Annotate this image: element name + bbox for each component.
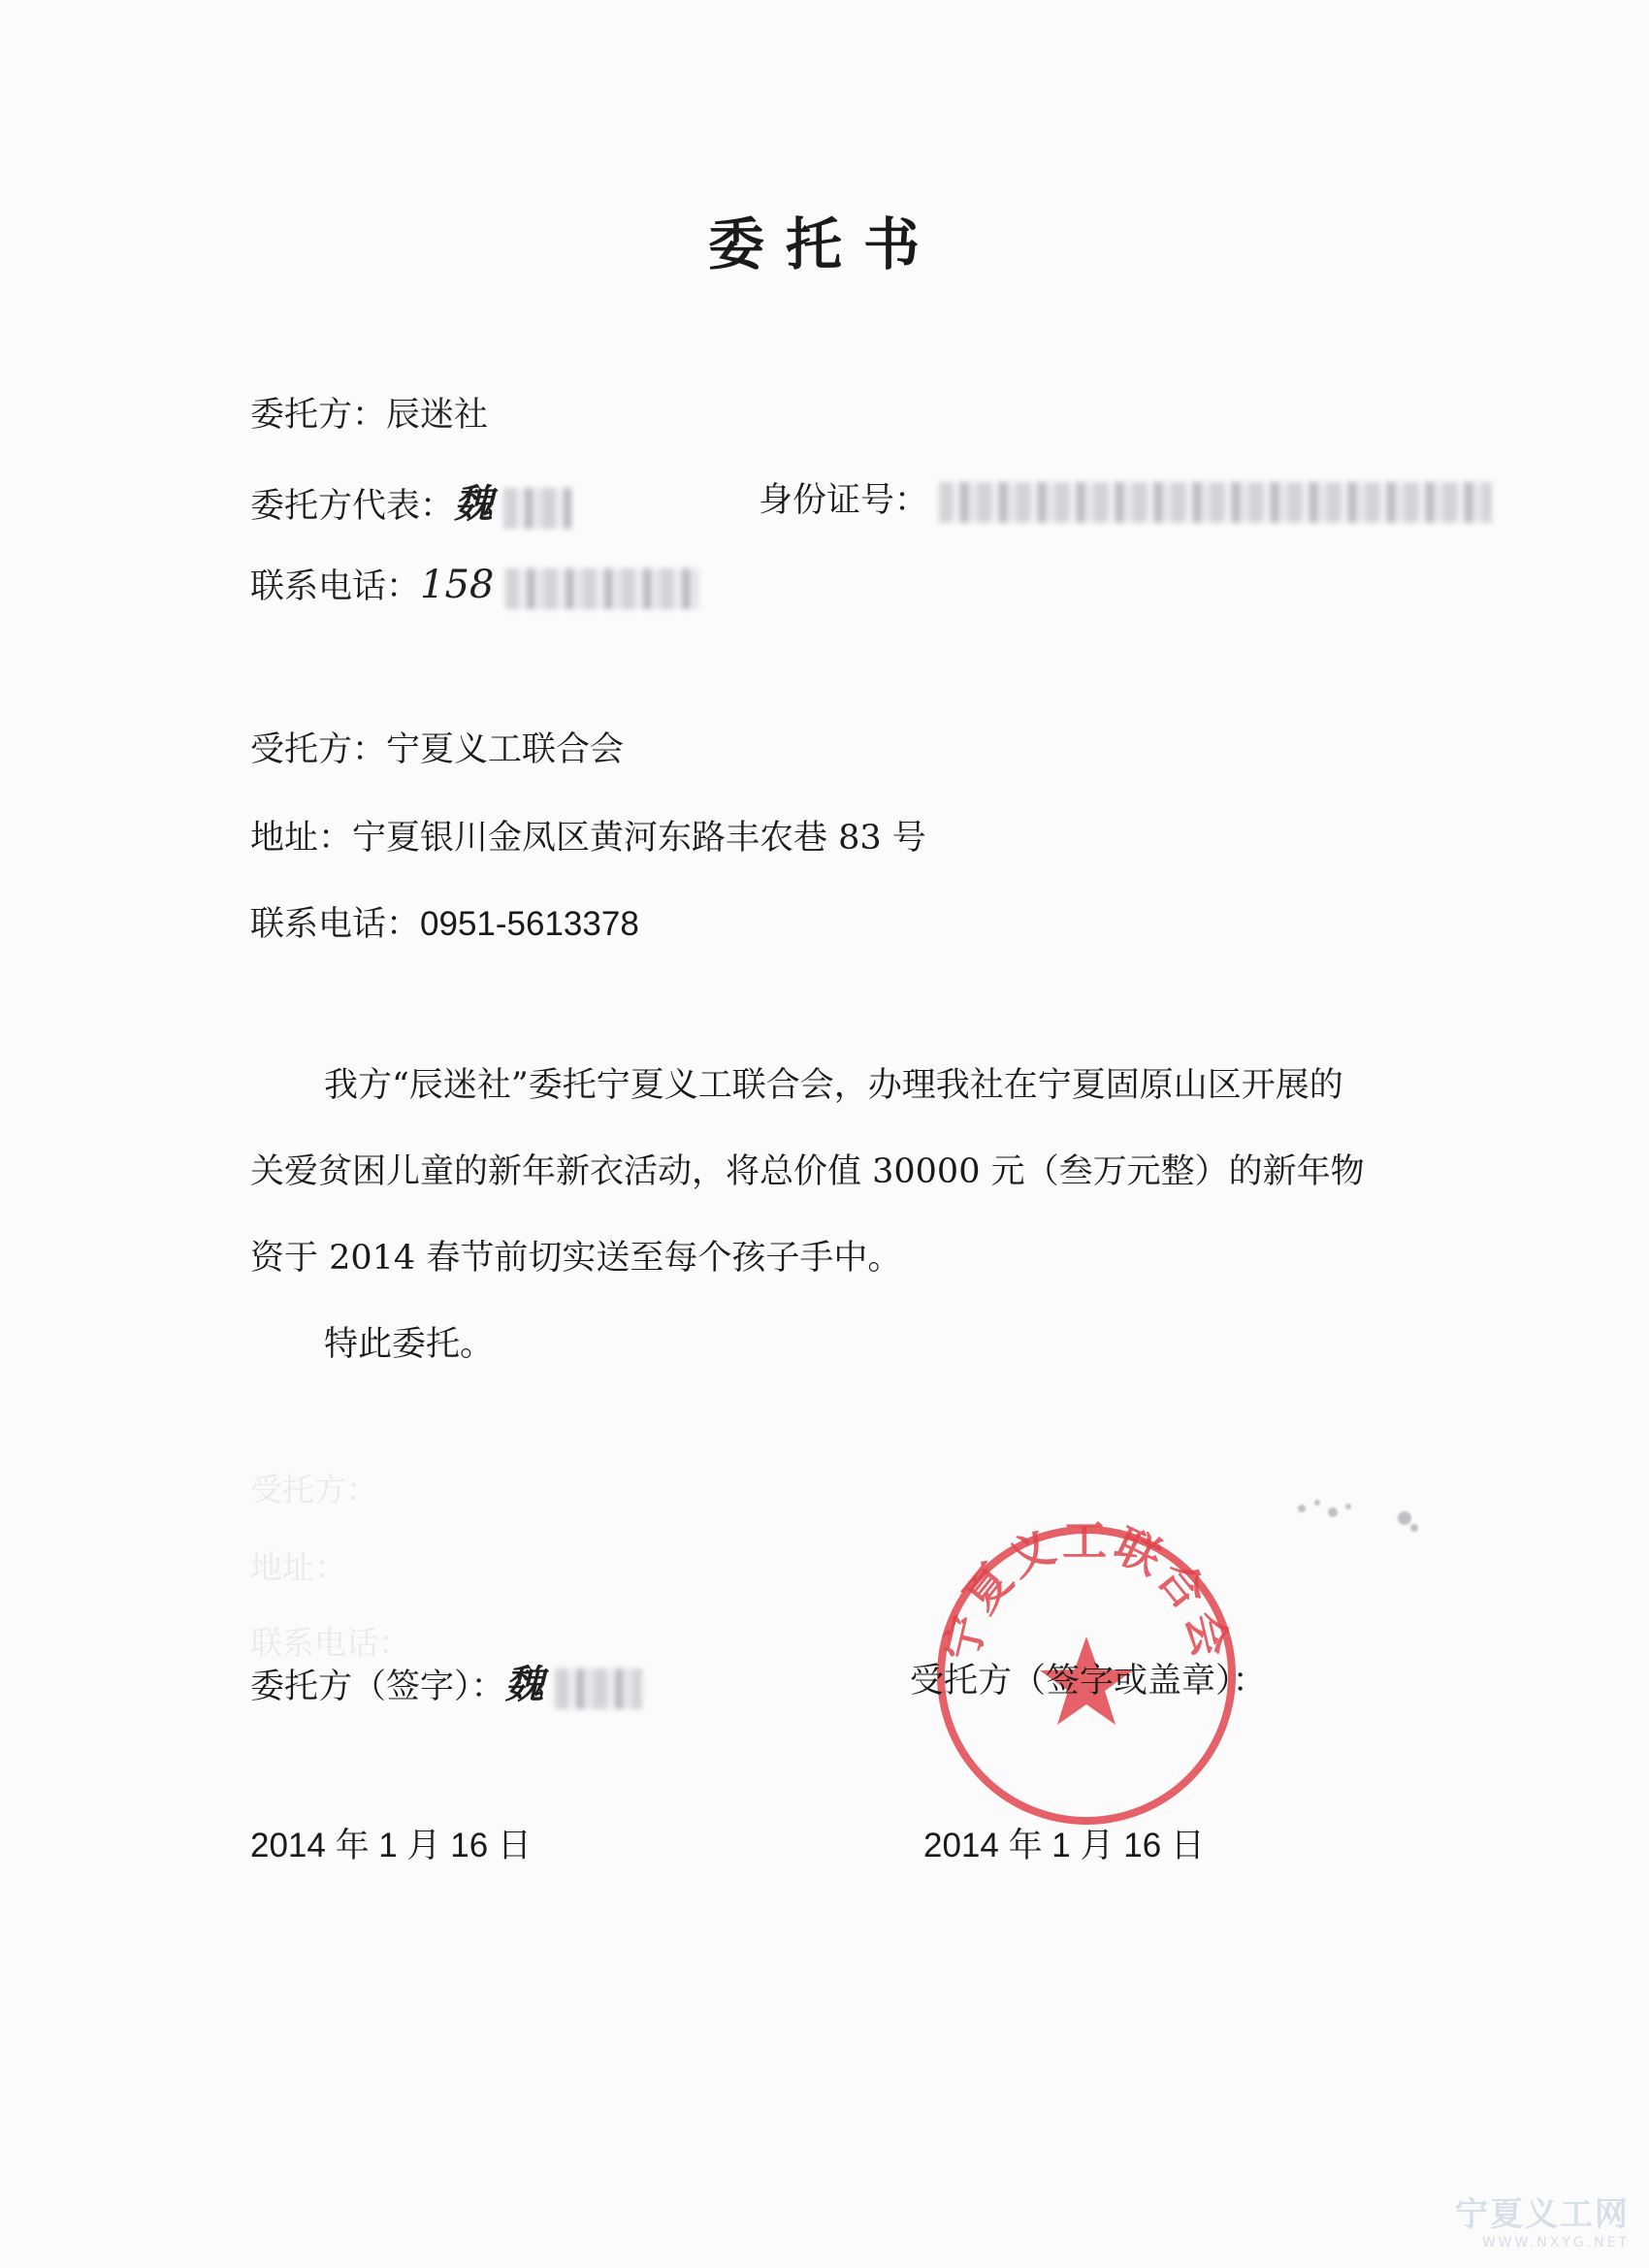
scan-specks xyxy=(1290,1489,1426,1538)
site-watermark xyxy=(1455,2187,1630,2251)
agent-label: 受托方： xyxy=(250,730,387,769)
principal-name: 辰迷社 xyxy=(386,396,489,435)
redacted-id-number xyxy=(939,482,1492,523)
ghost-text: 地址： xyxy=(250,1548,346,1586)
agent-name: 宁夏义工联合会 xyxy=(386,730,625,769)
principal-rep-label: 委托方代表： xyxy=(250,487,455,526)
agent-sign-label: 受托方（签字或盖章）： xyxy=(910,1662,1267,1701)
redacted-signature-name xyxy=(555,1669,642,1709)
document-title: 委托书 xyxy=(707,211,941,277)
seal-text: 宁夏义工联合会 xyxy=(934,1515,1239,1667)
body-closing: 特此委托。 xyxy=(324,1325,495,1364)
principal-label: 委托方： xyxy=(250,396,387,435)
agent-date: 2014 年 1 月 16 日 xyxy=(923,1827,1205,1864)
redacted-rep-name xyxy=(503,488,571,529)
redacted-phone xyxy=(505,568,699,609)
watermark-name: 宁夏义工网 xyxy=(1455,2195,1630,2234)
principal-sign-label: 委托方（签字）： xyxy=(250,1668,505,1706)
agent-line xyxy=(250,723,624,771)
principal-rep-signature: 魏 xyxy=(454,481,494,527)
agent-phone-line xyxy=(250,897,639,946)
principal-rep-line xyxy=(250,473,571,529)
principal-phone-line xyxy=(250,560,699,609)
agent-phone: 0951-5613378 xyxy=(420,905,639,943)
body-paragraph: 我方“辰迷社”委托宁夏义工联合会，办理我社在宁夏固原山区开展的关爱贫困儿童的新年新衣活动，将总价值 30000 元（叁万元整）的新年物资于 2014 春节前切实送至每个孩子手中。 xyxy=(250,1066,1365,1278)
agent-address: 宁夏银川金凤区黄河东路丰农巷 83 号 xyxy=(352,819,926,858)
principal-id-line xyxy=(759,473,1492,523)
principal-signature-line xyxy=(250,1654,642,1709)
agent-address-line xyxy=(250,811,926,859)
principal-line xyxy=(250,388,488,437)
ghost-text: 受托方： xyxy=(250,1471,378,1508)
principal-signature: 魏 xyxy=(504,1662,544,1707)
ghost-text: 联系电话： xyxy=(250,1624,410,1662)
body-text xyxy=(250,1043,1375,1388)
principal-date: 2014 年 1 月 16 日 xyxy=(250,1827,532,1864)
principal-phone-partial: 158 xyxy=(420,563,495,607)
principal-id-label: 身份证号： xyxy=(759,481,929,520)
principal-phone-label: 联系电话： xyxy=(250,567,421,606)
agent-signature-line xyxy=(910,1654,1267,1702)
watermark-url: WWW.NXYG.NET xyxy=(1481,2235,1630,2251)
agent-address-label: 地址： xyxy=(250,819,353,858)
agent-phone-label: 联系电话： xyxy=(250,905,421,944)
